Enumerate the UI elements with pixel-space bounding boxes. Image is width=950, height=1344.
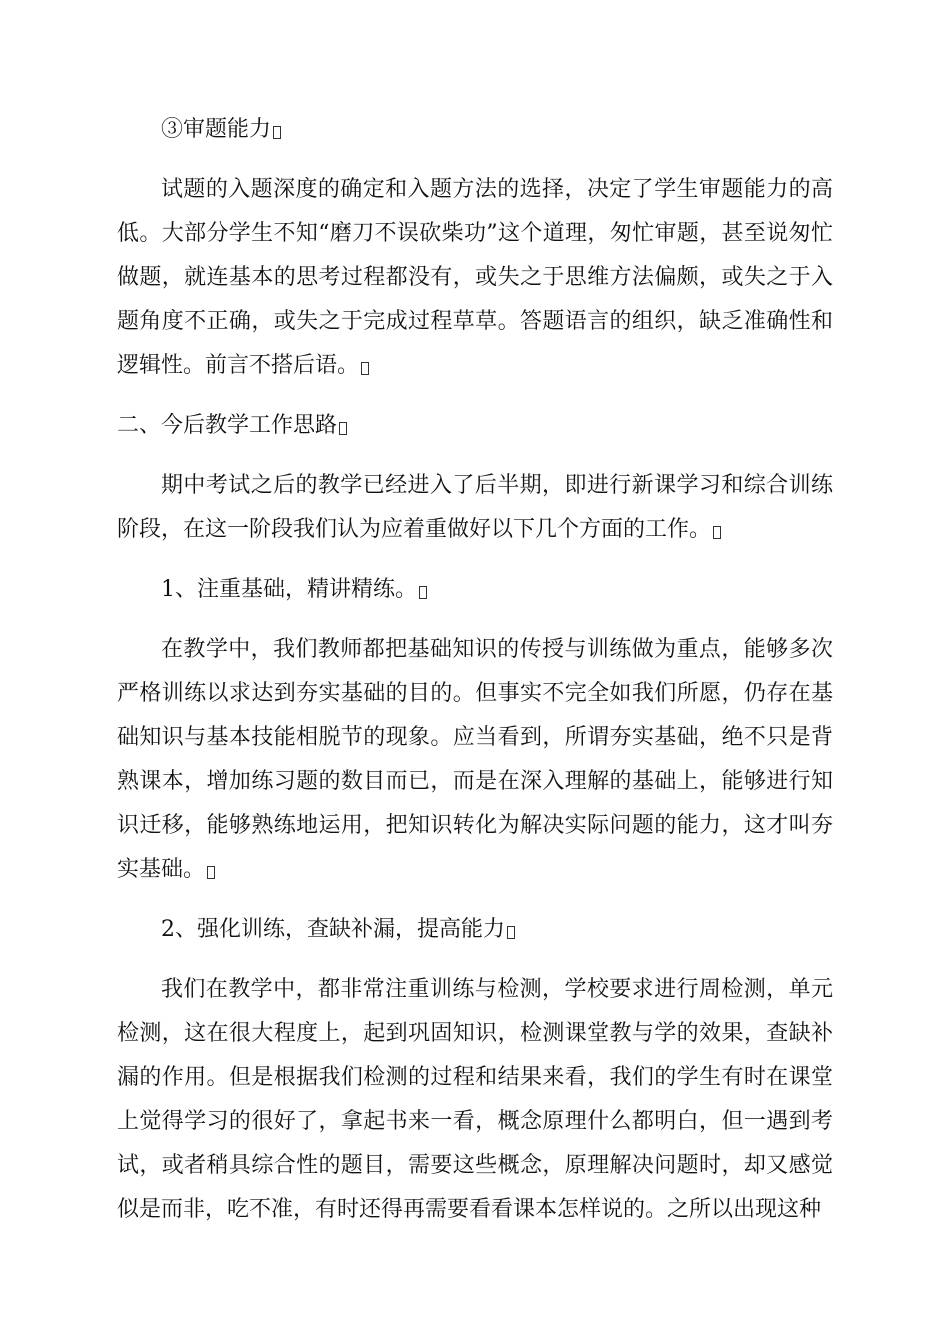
paragraph-basics: 在教学中，我们教师都把基础知识的传授与训练做为重点，能够多次严格训练以求达到夯实基础的目的。但事实不完全如我们所愿，仍存在基础知识与基本技能相脱节的现象。应当看到，所谓夯实基础，绝不只是背熟课本，增加练习题的数目而已，而是在深入理解的基础上，能够进行知识迁移，能够熟练地运用，把知识转化为解决实际问题的能力，这才叫夯实基础。 — [117, 637, 833, 882]
paragraph-mark-icon — [507, 926, 515, 939]
document-page — [117, 108, 833, 1232]
paragraph-mark-icon — [273, 126, 281, 139]
paragraph-mark-icon — [207, 866, 215, 879]
section-heading-teaching-plan: 二、今后教学工作思路 — [117, 404, 833, 448]
paragraph-review-ability: 试题的入题深度的确定和入题方法的选择，决定了学生审题能力的高低。大部分学生不知“磨刀不误砍柴功”这个道理，匆忙审题，甚至说匆忙做题，就连基本的思考过程都没有，或失之于思维方法偏颇，或失之于入题角度不正确，或失之于完成过程草草。答题语言的组织，缺乏准确性和逻辑性。前言不搭后语。 — [117, 177, 833, 378]
paragraph-second-half: 期中考试之后的教学已经进入了后半期，即进行新课学习和综合训练阶段，在这一阶段我们认为应着重做好以下几个方面的工作。 — [117, 473, 833, 542]
paragraph-mark-icon — [419, 586, 427, 599]
paragraph-mark-icon — [339, 422, 347, 435]
subheading-training: 2、强化训练，查缺补漏，提高能力 — [117, 908, 833, 952]
paragraph-training: 我们在教学中，都非常注重训练与检测，学校要求进行周检测，单元检测，这在很大程度上，起到巩固知识，检测课堂教与学的效果，查缺补漏的作用。但是根据我们检测的过程和结果来看，我们的学生有时在课堂上觉得学习的很好了，拿起书来一看，概念原理什么都明白，但一遇到考试，或者稍具综合性的题目，需要这些概念，原理解决问题时，却又感觉似是而非，吃不准，有时还得再需要看看课本怎样说的。之所以出现这种 — [117, 977, 833, 1222]
subheading-review-ability: ③审题能力 — [117, 108, 833, 152]
subheading-basics: 1、注重基础，精讲精练。 — [117, 568, 833, 612]
paragraph-mark-icon — [713, 526, 721, 539]
paragraph-mark-icon — [361, 362, 369, 375]
